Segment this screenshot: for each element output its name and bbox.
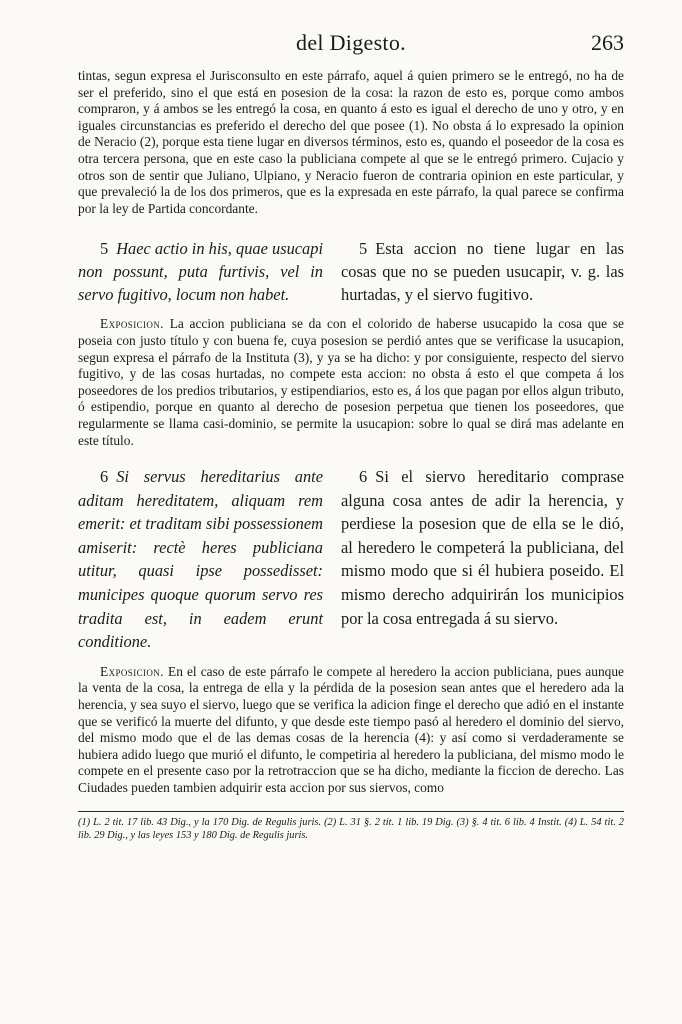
section-5-columns (78, 237, 624, 306)
section-6-spanish (341, 465, 624, 654)
exposition-text: La accion publiciana se da con el colorido de haberse usucapido la cosa que se poseia con justo título y con buena fe, cuya posesion se perdió antes que se verificase la usucapion, segun expresa el párrafo de la Instituta (3), y ya se ha dicho: y por consiguiente, respecto del siervo fugitivo, y de las cosas hurtadas, no compete esta accion: no obsta á esto el que competa á los poseedores de los predios tributarios, y estipendiarios, esto es, á los que pagan por ellos algun tributo, ó estipendio, porque en quanto al derecho de posesion perpetua que tienen los poseedores, que regularmente se llama casi-dominio, se permite la usucapion: sobre lo qual se dirá mas adelante en este título. (78, 316, 625, 448)
section-5-latin-text: Haec actio in his, quae usucapi non possunt, puta furtivis, vel in servo fugitivo, locum non habet. (78, 239, 323, 305)
page-number: 263 (591, 30, 624, 55)
section-5-latin-number: 5 (100, 239, 109, 259)
section-6-latin (78, 465, 323, 654)
running-title: del Digesto. (296, 30, 406, 55)
exposition-text: En el caso de este párrafo le compete al heredero la accion publiciana, pues aunque la venta de la cosa, la entrega de ella y la pérdida de la posesion sean antes que el heredero ada la herencia, y sea suyo el siervo, luego que se verifica la adicion finge el derecho que adió en el instante que se verificó la muerte del difunto, y que desde este tiempo pasó al heredero el dominio del siervo, del mismo modo que el de las demas cosas de la herencia (4): y así como si verdaderamente se hubiera adido luego que murió el difunto, le competiria al heredero la publiciana, del mismo modo le compete en el presente caso por la retrotraccion que se ha dicho, mediante la ficcion de derecho. Las Ciudades pueden tambien adquirir esta accion por sus siervos, como (78, 663, 624, 795)
intro-paragraph: tintas, segun expresa el Jurisconsulto en este párrafo, aquel á quien primero se le entregó, no ha de ser el preferido, sino el que está en posesion de la cosa: la razon de esto es, porque como ambos compraron, y á ambos se les entregó la cosa, en quanto á esto es igual el derecho de uno y otro, y en iguales circunstancias es preferido el derecho del que posee (1). No obsta á lo expresado la opinion de Neracio (2), porque esta tiene lugar en diversos términos, esto es, quando el poseedor de la cosa es otra tercera persona, que en este caso la publiciana compete al que se le entregó primero. Cujacio y otros son de sentir que Juliano, Ulpiano, y Neracio fueron de contraria opinion en este particular, y que prevaleció la de los dos primeros, que es la expresada en este párrafo, la qual parece se confirma por la ley de Partida concordante. (78, 68, 624, 216)
footnote-divider (78, 811, 624, 812)
section-6-columns (78, 465, 624, 654)
page (78, 28, 624, 843)
footnotes: (1) L. 2 tit. 17 lib. 43 Dig., y la 170 Dig. de Regulis juris. (2) L. 31 §. 2 tit. 1 lib. 19 Dig. (3) §. 4 tit. 6 lib. 4 Instit. (4) L. 54 tit. 2 lib. 29 Dig., y las leyes 153 y 180 Dig. de Regulis juris. (78, 816, 624, 842)
exposition-label: Exposicion. (100, 663, 164, 679)
section-5-latin (78, 237, 323, 306)
section-6-exposition (78, 664, 624, 797)
section-6-latin-text: Si servus hereditarius ante aditam hereditatem, aliquam rem emerit: et traditam sibi possessionem amiserit: rectè heres publiciana utitur, quasi ipse possedisset: municipes quoque quorum servo res tradita est, in eadem erunt conditione. (78, 467, 323, 652)
exposition-label: Exposicion. (100, 316, 164, 332)
section-5-spanish (341, 237, 624, 306)
section-6-spanish-number: 6 (359, 467, 368, 487)
section-6-latin-number: 6 (100, 467, 109, 487)
section-5-spanish-text: Esta accion no tiene lugar en las cosas que no se pueden usucapir, v. g. las hurtadas, y el siervo fugitivo. (341, 239, 624, 305)
section-5-spanish-number: 5 (359, 239, 368, 259)
section-6-spanish-text: Si el siervo hereditario comprase alguna cosa antes de adir la herencia, y perdiese la posesion que de ella se le dió, al heredero le competerá la publiciana, del mismo modo que si él hubiera poseido. El mismo derecho adquirirán los municipios por la cosa entregada á su siervo. (341, 467, 624, 628)
page-header (78, 28, 624, 62)
section-5-exposition (78, 316, 624, 449)
